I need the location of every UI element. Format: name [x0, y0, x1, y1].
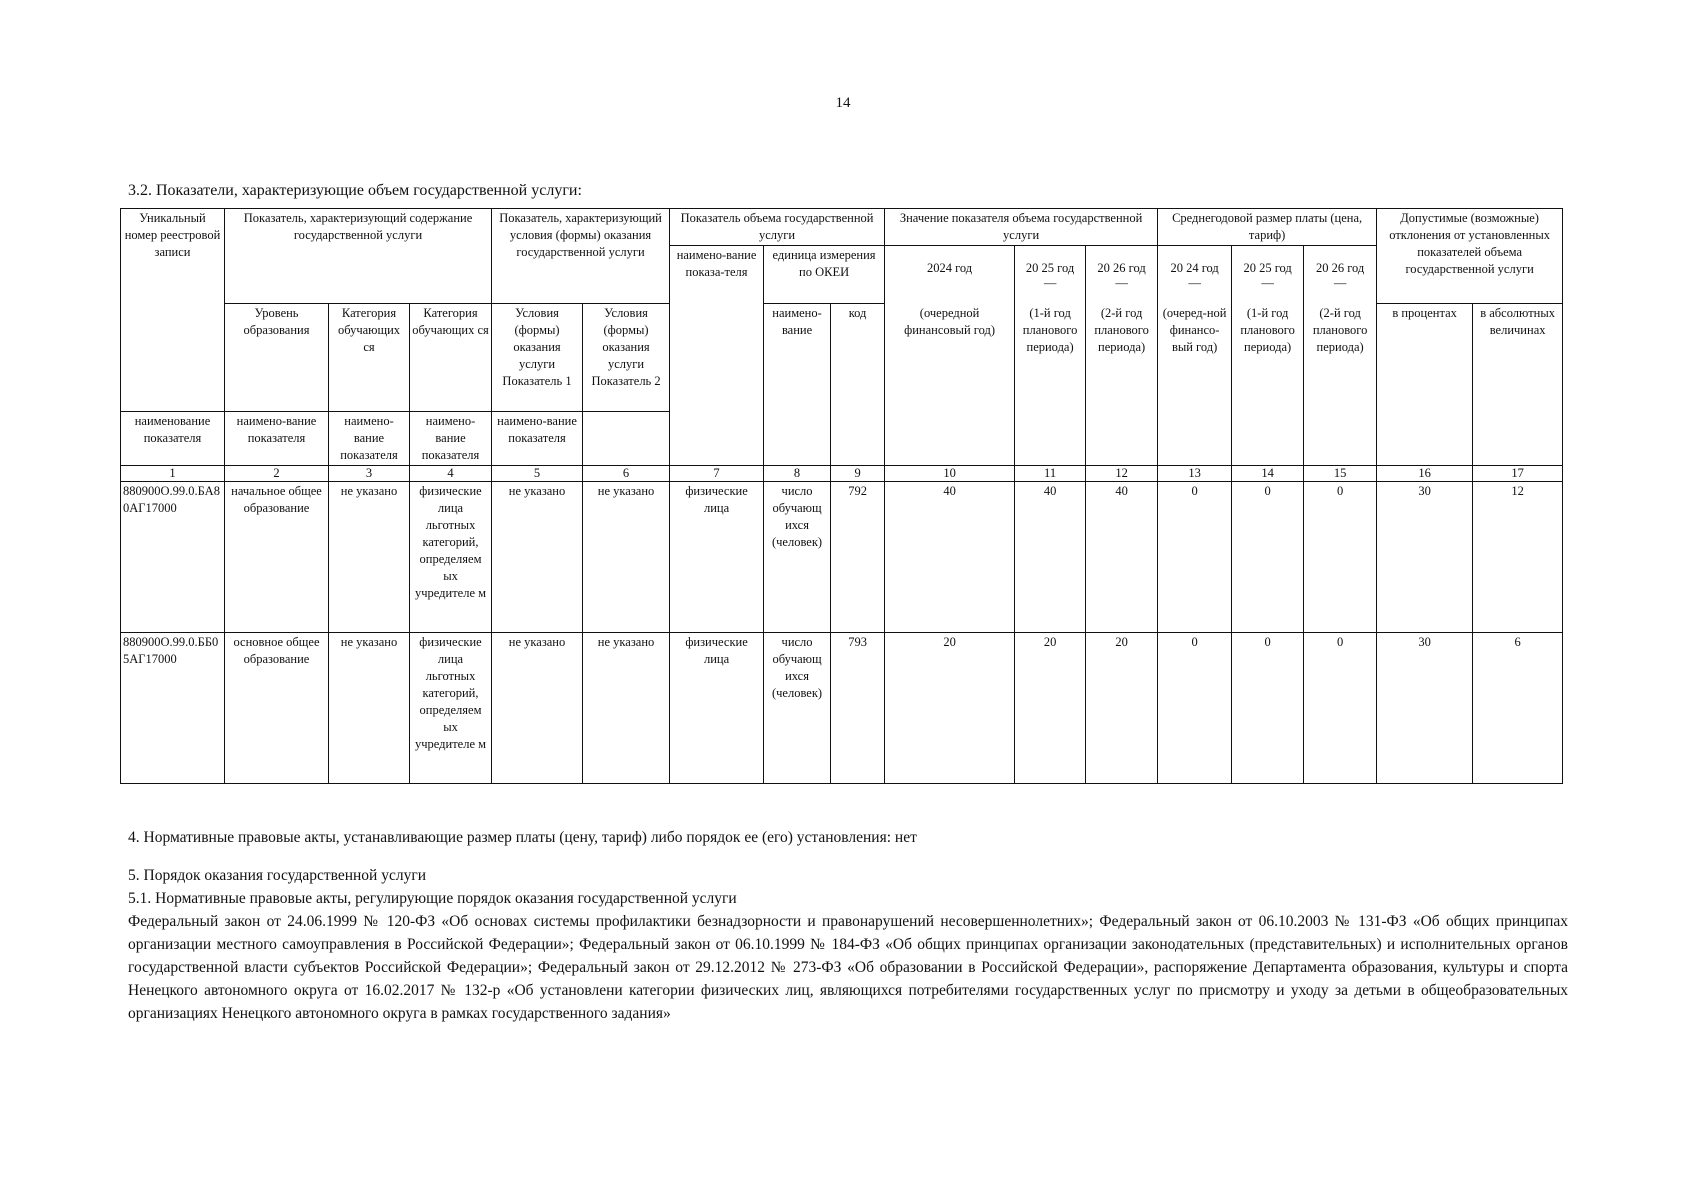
value-2025: 40 [1015, 482, 1086, 633]
header-unique-number: Уникальный номер реестровой записи [121, 209, 225, 412]
column-number: 17 [1473, 466, 1563, 482]
header-plan-year-1: (1-й год планового периода) [1015, 304, 1086, 466]
header-unit-name: наимено-вание [764, 304, 831, 466]
header-fee-plan-year-1: (1-й год планового периода) [1232, 304, 1304, 466]
header-fee-year-2025: 20 25 год — [1232, 246, 1304, 304]
student-category-1: не указано [329, 482, 410, 633]
fee-2024: 0 [1158, 633, 1232, 784]
value-2025: 20 [1015, 633, 1086, 784]
fee-2025: 0 [1232, 633, 1304, 784]
unit-code: 793 [831, 633, 885, 784]
value-2026: 40 [1086, 482, 1158, 633]
registry-number: 880900О.99.0.ББ05АГ17000 [121, 633, 225, 784]
deviation-absolute: 12 [1473, 482, 1563, 633]
condition-1: не указано [492, 633, 583, 784]
column-number: 16 [1377, 466, 1473, 482]
header-indicator-name: наимено-вание показателя [492, 412, 583, 466]
unit-name: число обучающ ихся (человек) [764, 482, 831, 633]
section-4-text: 4. Нормативные правовые акты, устанавливающие размер платы (цену, тариф) либо порядок ее (его) установления: нет [128, 829, 917, 846]
section-5-title: 5. Порядок оказания государственной услуги [128, 867, 426, 884]
education-level: основное общее образование [225, 633, 329, 784]
header-year-2026: 20 26 год — [1086, 246, 1158, 304]
column-number: 7 [670, 466, 764, 482]
header-student-category-2: Категория обучающих ся [410, 304, 492, 412]
header-deviation-percent: в процентах [1377, 304, 1473, 466]
column-number: 10 [885, 466, 1015, 482]
header-indicator-name: наименование показателя [121, 412, 225, 466]
value-2026: 20 [1086, 633, 1158, 784]
header-year-2024: 2024 год [885, 246, 1015, 304]
header-unit-code: код [831, 304, 885, 466]
header-student-category-1: Категория обучающих ся [329, 304, 410, 412]
student-category-1: не указано [329, 633, 410, 784]
volume-indicator-name: физические лица [670, 633, 764, 784]
condition-2: не указано [583, 482, 670, 633]
header-condition-2: Условия (формы) оказания услуги Показатель 2 [583, 304, 670, 412]
header-indicator-name: наимено-вание показателя [329, 412, 410, 466]
section-5-1-title: 5.1. Нормативные правовые акты, регулирующие порядок оказания государственной услуги [128, 890, 737, 907]
deviation-percent: 30 [1377, 482, 1473, 633]
section-title: 3.2. Показатели, характеризующие объем государственной услуги: [128, 182, 582, 199]
condition-2: не указано [583, 633, 670, 784]
registry-number: 880900О.99.0.БА80АГ17000 [121, 482, 225, 633]
column-number: 8 [764, 466, 831, 482]
volume-indicators-table [120, 208, 1563, 784]
page-number: 14 [835, 95, 851, 111]
column-number: 13 [1158, 466, 1232, 482]
header-deviation-absolute: в абсолютных величинах [1473, 304, 1563, 466]
header-conditions-indicator: Показатель, характеризующий условия (формы) оказания государственной услуги [492, 209, 670, 304]
deviation-percent: 30 [1377, 633, 1473, 784]
header-fee-year-2026: 20 26 год — [1304, 246, 1377, 304]
value-2024: 20 [885, 633, 1015, 784]
column-number: 14 [1232, 466, 1304, 482]
deviation-absolute: 6 [1473, 633, 1563, 784]
fee-2024: 0 [1158, 482, 1232, 633]
header-content-indicator: Показатель, характеризующий содержание государственной услуги [225, 209, 492, 304]
header-education-level: Уровень образования [225, 304, 329, 412]
column-number: 6 [583, 466, 670, 482]
unit-code: 792 [831, 482, 885, 633]
column-number: 4 [410, 466, 492, 482]
column-number: 11 [1015, 466, 1086, 482]
header-average-fee: Среднегодовой размер платы (цена, тариф) [1158, 209, 1377, 246]
header-fee-plan-year-2: (2-й год планового периода) [1304, 304, 1377, 466]
header-volume-indicator: Показатель объема государственной услуги [670, 209, 885, 246]
column-number: 15 [1304, 466, 1377, 482]
header-okei-unit: единица измерения по ОКЕИ [764, 246, 885, 304]
table-row [121, 633, 1563, 784]
condition-1: не указано [492, 482, 583, 633]
value-2024: 40 [885, 482, 1015, 633]
column-number: 5 [492, 466, 583, 482]
column-number: 1 [121, 466, 225, 482]
header-year-2025: 20 25 год — [1015, 246, 1086, 304]
education-level: начальное общее образование [225, 482, 329, 633]
header-allowed-deviation: Допустимые (возможные) отклонения от установленных показателей объема государственной услуги [1377, 209, 1563, 304]
fee-2025: 0 [1232, 482, 1304, 633]
header-fee-year-2024: 20 24 год — [1158, 246, 1232, 304]
column-number: 12 [1086, 466, 1158, 482]
student-category-2: физические лица льготных категорий, определяем ых учредителе м [410, 633, 492, 784]
table-row [121, 482, 1563, 633]
header-indicator-name: наимено-вание показателя [225, 412, 329, 466]
section-5-1-text: Федеральный закон от 24.06.1999 № 120-ФЗ «Об основах системы профилактики безнадзорности и правонарушений несовершеннолетних»; Федеральный закон от 06.10.2003 № 131-ФЗ «Об общих принципах организации местного самоуправления в Российской Федерации»; Федеральный закон от 06.10.1999 № 184-ФЗ «Об общих принципах организации законодательных (представительных) и исполнительных органов государственной власти субъектов Российской Федерации»; Федеральный закон от 29.12.2012 № 273-ФЗ «Об образовании в Российской Федерации», распоряжение Департамента образования, культуры и спорта Ненецкого автономного округа от 16.02.2017 № 132-р «Об установлени категории физических лиц, являющихся потребителями государственных услуг по присмотру и уходу за детьми в общеобразовательных организациях Ненецкого автономного округа в рамках государственного задания» [128, 913, 1568, 1022]
student-category-2: физические лица льготных категорий, определяем ых учредителе м [410, 482, 492, 633]
header-indicator-name: наимено-вание показателя [410, 412, 492, 466]
fee-2026: 0 [1304, 633, 1377, 784]
column-number: 3 [329, 466, 410, 482]
header-plan-year-2: (2-й год планового периода) [1086, 304, 1158, 466]
header-condition-1: Условия (формы) оказания услуги Показатель 1 [492, 304, 583, 412]
column-number: 2 [225, 466, 329, 482]
header-next-fiscal-year: (очередной финансовый год) [885, 304, 1015, 466]
header-volume-value: Значение показателя объема государственной услуги [885, 209, 1158, 246]
header-fee-next-year: (очеред-ной финансо-вый год) [1158, 304, 1232, 466]
column-number: 9 [831, 466, 885, 482]
volume-indicator-name: физические лица [670, 482, 764, 633]
fee-2026: 0 [1304, 482, 1377, 633]
unit-name: число обучающ ихся (человек) [764, 633, 831, 784]
header-volume-name: наимено-вание показа-теля [670, 246, 764, 466]
